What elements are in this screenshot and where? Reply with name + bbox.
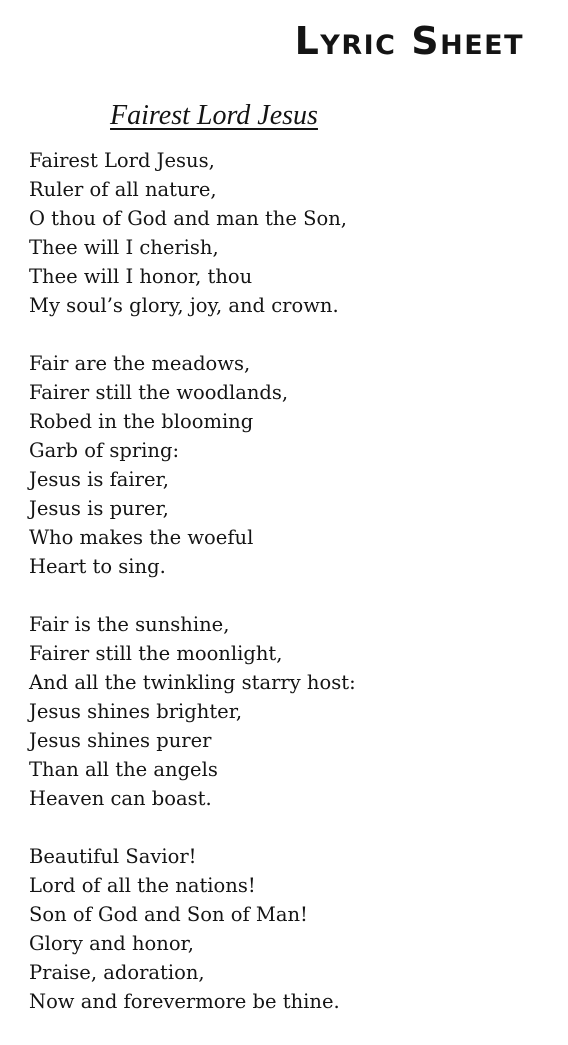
song-title: Fairest Lord Jesus <box>110 100 318 131</box>
stanza-1 <box>29 146 549 320</box>
lyric-line: Heart to sing. <box>29 555 166 578</box>
sheet-header: Lyric Sheet <box>294 19 524 63</box>
lyric-line: O thou of God and man the Son, <box>29 207 347 230</box>
lyric-line: Now and forevermore be thine. <box>29 990 340 1013</box>
lyrics-body <box>29 146 549 1045</box>
lyric-line: Jesus shines brighter, <box>29 700 243 723</box>
lyric-line: Glory and honor, <box>29 932 194 955</box>
stanza-4 <box>29 842 549 1016</box>
lyric-line: Ruler of all nature, <box>29 178 217 201</box>
lyric-line: Lord of all the nations! <box>29 874 256 897</box>
lyric-line: And all the twinkling starry host: <box>29 671 356 694</box>
lyric-line: Jesus is fairer, <box>29 468 169 491</box>
stanza-2 <box>29 349 549 581</box>
lyric-line: Fair are the meadows, <box>29 352 251 375</box>
lyric-line: Son of God and Son of Man! <box>29 903 308 926</box>
lyric-line: Fairest Lord Jesus, <box>29 149 215 172</box>
lyric-line: Heaven can boast. <box>29 787 212 810</box>
lyric-line: Fairer still the woodlands, <box>29 381 289 404</box>
lyric-line: Thee will I cherish, <box>29 236 219 259</box>
lyric-line: My soul’s glory, joy, and crown. <box>29 294 339 317</box>
lyric-line: Who makes the woeful <box>29 526 254 549</box>
lyric-line: Thee will I honor, thou <box>29 265 253 288</box>
lyric-line: Fairer still the moonlight, <box>29 642 283 665</box>
lyric-line: Beautiful Savior! <box>29 845 197 868</box>
lyric-line: Than all the angels <box>29 758 218 781</box>
lyric-line: Robed in the blooming <box>29 410 254 433</box>
stanza-3 <box>29 610 549 813</box>
lyric-line: Praise, adoration, <box>29 961 205 984</box>
lyric-line: Garb of spring: <box>29 439 180 462</box>
lyric-line: Jesus is purer, <box>29 497 169 520</box>
lyric-line: Jesus shines purer <box>29 729 212 752</box>
lyric-line: Fair is the sunshine, <box>29 613 230 636</box>
